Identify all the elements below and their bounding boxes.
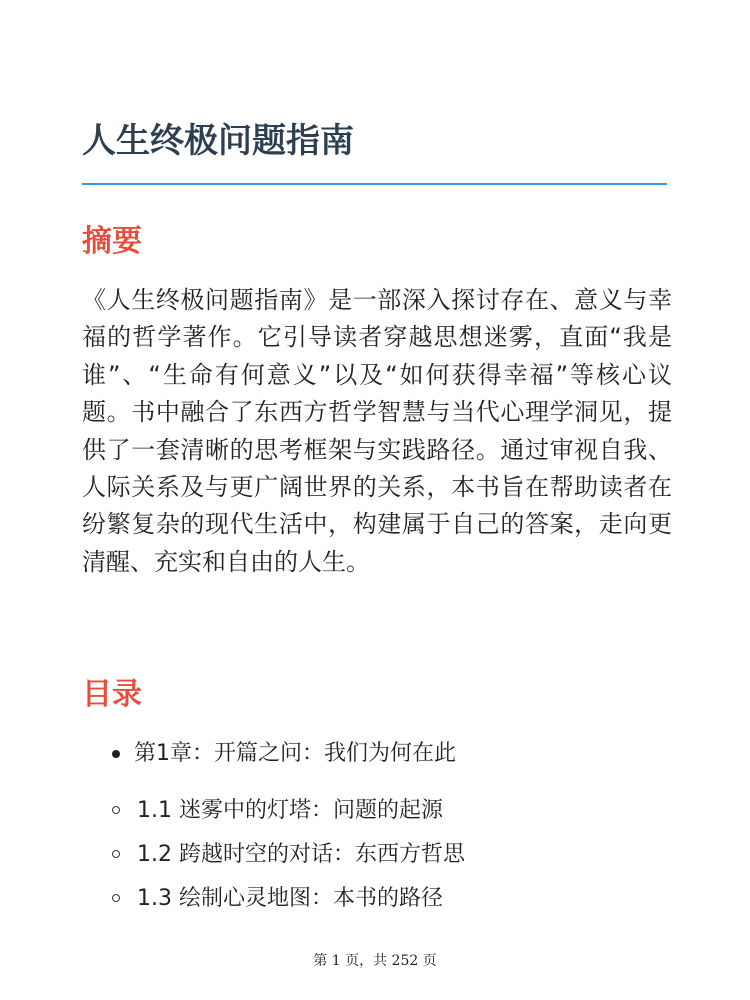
toc-section-list bbox=[82, 789, 672, 921]
title-divider bbox=[82, 183, 667, 185]
hollow-bullet-icon bbox=[112, 850, 120, 858]
toc-section-1-2[interactable] bbox=[30, 833, 672, 877]
toc-section-1-1[interactable] bbox=[30, 789, 672, 833]
abstract-paragraph: 《人生终极问题指南》是一部深入探讨存在、意义与幸福的哲学著作。它引导读者穿越思想迷雾，直面“我是谁”、“生命有何意义”以及“如何获得幸福”等核心议题。书中融合了东西方哲学智慧与当代心理学洞见，提供了一套清晰的思考框架与实践路径。通过审视自我、人际关系及与更广阔世界的关系，本书旨在帮助读者在纷繁复杂的现代生活中，构建属于自己的答案，走向更清醒、充实和自由的人生。 bbox=[82, 286, 672, 576]
toc-section-label: 1.1 迷雾中的灯塔：问题的起源 bbox=[137, 798, 443, 823]
toc-section-1-3[interactable] bbox=[30, 877, 672, 921]
toc-section-label: 1.2 跨越时空的对话：东西方哲思 bbox=[137, 842, 465, 867]
toc-chapter-1[interactable] bbox=[82, 735, 672, 773]
abstract-heading: 摘要 bbox=[82, 224, 142, 259]
hollow-bullet-icon bbox=[112, 806, 120, 814]
toc-section-label: 1.3 绘制心灵地图：本书的路径 bbox=[137, 886, 443, 911]
page-footer: 第 1 页，共 252 页 bbox=[313, 953, 437, 969]
document-title: 人生终极问题指南 bbox=[82, 121, 354, 161]
toc-heading: 目录 bbox=[82, 677, 142, 712]
filled-bullet-icon bbox=[112, 750, 120, 758]
hollow-bullet-icon bbox=[112, 894, 120, 902]
table-of-contents bbox=[82, 735, 672, 921]
toc-chapter-1-sections-wrapper bbox=[82, 789, 672, 921]
toc-chapter-label: 第1章：开篇之问：我们为何在此 bbox=[134, 741, 456, 766]
